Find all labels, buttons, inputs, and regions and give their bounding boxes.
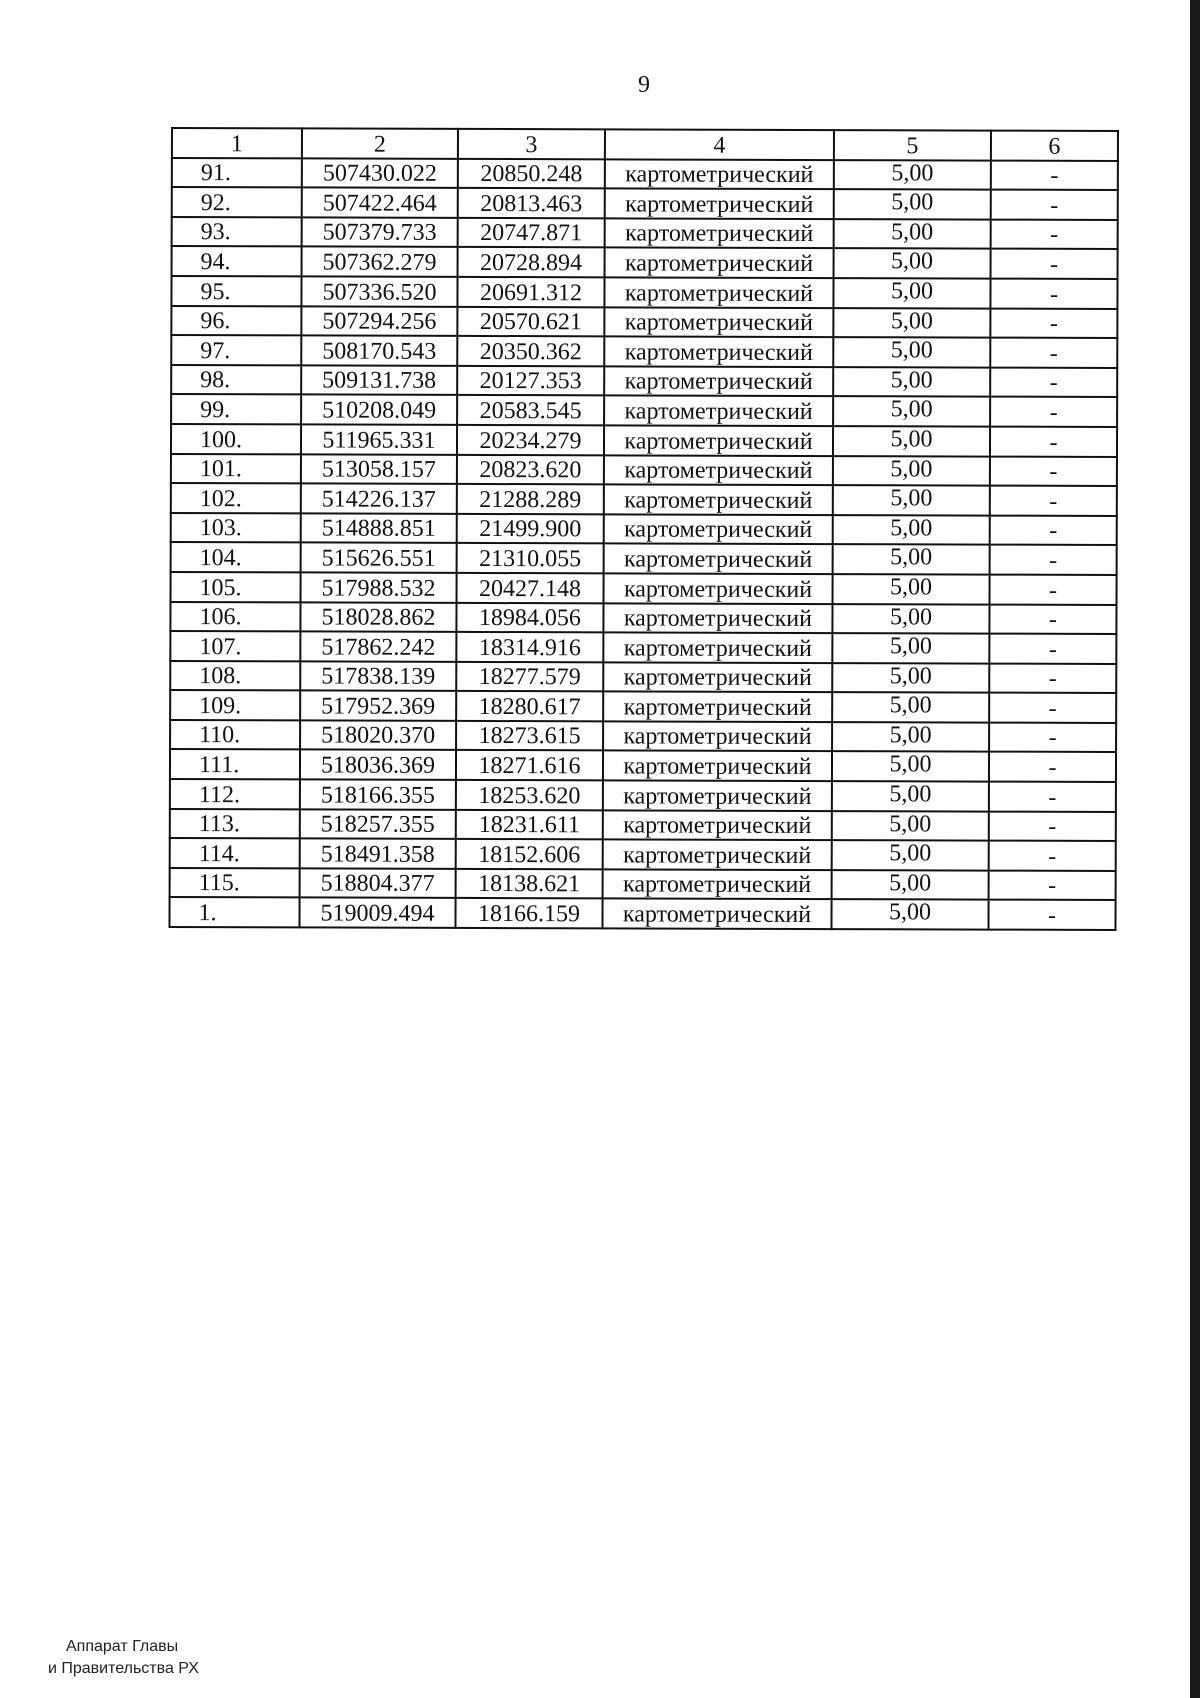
point-number-cell: 107.	[170, 631, 300, 661]
method-cell: картометрический	[604, 307, 833, 337]
y-coordinate-cell: 20813.463	[458, 188, 605, 218]
point-number-cell: 110.	[170, 720, 300, 750]
accuracy-cell: 5,00	[833, 574, 990, 604]
table-row	[172, 217, 1118, 250]
y-coordinate-cell: 20583.545	[457, 395, 604, 425]
note-cell: -	[990, 279, 1117, 309]
note-cell: -	[989, 841, 1116, 871]
point-number-cell: 112.	[170, 779, 300, 809]
point-number-cell: 101.	[171, 454, 301, 484]
accuracy-cell: 5,00	[832, 663, 989, 693]
method-cell: картометрический	[605, 189, 834, 219]
note-cell: -	[989, 663, 1116, 693]
note-cell: -	[989, 634, 1116, 664]
x-coordinate-cell: 509131.738	[301, 365, 457, 395]
accuracy-cell: 5,00	[831, 900, 988, 930]
method-cell: картометрический	[603, 721, 832, 751]
note-cell: -	[990, 427, 1117, 457]
table-row	[171, 572, 1117, 605]
x-coordinate-cell: 510208.049	[301, 395, 457, 425]
table-row	[170, 749, 1116, 782]
y-coordinate-cell: 18152.606	[456, 839, 603, 869]
point-number-cell: 100.	[171, 424, 301, 454]
accuracy-cell: 5,00	[834, 160, 991, 190]
accuracy-cell: 5,00	[833, 278, 990, 308]
point-number-cell: 108.	[170, 661, 300, 691]
method-cell: картометрический	[604, 337, 833, 367]
y-coordinate-cell: 21499.900	[457, 514, 604, 544]
method-cell: картометрический	[603, 632, 832, 662]
method-cell: картометрический	[603, 840, 832, 870]
point-number-cell: 105.	[171, 572, 301, 602]
point-number-cell: 106.	[170, 602, 300, 632]
table-row	[171, 365, 1117, 398]
accuracy-cell: 5,00	[832, 752, 989, 782]
method-cell: картометрический	[604, 544, 833, 574]
point-number-cell: 93.	[172, 217, 302, 247]
y-coordinate-cell: 20350.362	[457, 336, 604, 366]
x-coordinate-cell: 511965.331	[301, 424, 457, 454]
point-number-cell: 109.	[170, 690, 300, 720]
point-number-cell: 115.	[170, 868, 300, 898]
note-cell: -	[989, 722, 1116, 752]
x-coordinate-cell: 518257.355	[300, 809, 456, 839]
x-coordinate-cell: 518166.355	[300, 779, 456, 809]
method-cell: картометрический	[605, 218, 834, 248]
y-coordinate-cell: 18166.159	[455, 898, 602, 928]
header-cell: 3	[458, 129, 605, 159]
accuracy-cell: 5,00	[833, 544, 990, 574]
y-coordinate-cell: 18138.621	[456, 869, 603, 899]
note-cell: -	[989, 782, 1116, 812]
accuracy-cell: 5,00	[833, 515, 990, 545]
footer-stamp-line1: Аппарат Главы	[66, 1638, 179, 1655]
table-row	[171, 276, 1117, 309]
x-coordinate-cell: 507379.733	[302, 217, 458, 247]
y-coordinate-cell: 18273.615	[456, 721, 603, 751]
accuracy-cell: 5,00	[832, 840, 989, 870]
header-cell: 1	[172, 128, 302, 158]
x-coordinate-cell: 518804.377	[300, 868, 456, 898]
point-number-cell: 102.	[171, 483, 301, 513]
point-number-cell: 98.	[171, 365, 301, 395]
note-cell: -	[989, 604, 1116, 634]
accuracy-cell: 5,00	[832, 811, 989, 841]
x-coordinate-cell: 508170.543	[301, 336, 457, 366]
note-cell: -	[990, 338, 1117, 368]
method-cell: картометрический	[603, 692, 832, 722]
x-coordinate-cell: 514888.851	[301, 513, 457, 543]
x-coordinate-cell: 514226.137	[301, 484, 457, 514]
method-cell: картометрический	[603, 810, 832, 840]
x-coordinate-cell: 517952.369	[300, 691, 456, 721]
method-cell: картометрический	[605, 248, 834, 278]
note-cell: -	[991, 160, 1118, 190]
x-coordinate-cell: 507362.279	[302, 247, 458, 277]
y-coordinate-cell: 18231.611	[456, 810, 603, 840]
accuracy-cell: 5,00	[833, 396, 990, 426]
method-cell: картометрический	[604, 396, 833, 426]
method-cell: картометрический	[605, 159, 834, 189]
note-cell: -	[991, 190, 1118, 220]
note-cell: -	[989, 693, 1116, 723]
accuracy-cell: 5,00	[833, 485, 990, 515]
coordinates-table	[168, 127, 1119, 931]
table-row	[170, 720, 1116, 753]
point-number-cell: 103.	[171, 513, 301, 543]
table-body	[169, 158, 1117, 930]
note-cell: -	[990, 574, 1117, 604]
table-row	[171, 394, 1117, 427]
header-cell: 2	[302, 128, 458, 158]
y-coordinate-cell: 18271.616	[456, 750, 603, 780]
method-cell: картометрический	[603, 751, 832, 781]
point-number-cell: 1.	[169, 897, 299, 927]
point-number-cell: 94.	[172, 246, 302, 276]
table-row	[172, 246, 1118, 279]
footer-stamp	[48, 1636, 199, 1680]
point-number-cell: 92.	[172, 187, 302, 217]
x-coordinate-cell: 517988.532	[301, 572, 457, 602]
table-row	[171, 306, 1117, 339]
table-row	[171, 513, 1117, 546]
table-row	[170, 838, 1116, 871]
table-row	[172, 158, 1118, 191]
x-coordinate-cell: 518028.862	[300, 602, 456, 632]
x-coordinate-cell: 518036.369	[300, 750, 456, 780]
y-coordinate-cell: 20427.148	[457, 573, 604, 603]
note-cell: -	[991, 249, 1118, 279]
table-row	[170, 779, 1116, 812]
accuracy-cell: 5,00	[834, 189, 991, 219]
x-coordinate-cell: 517862.242	[300, 632, 456, 662]
point-number-cell: 111.	[170, 749, 300, 779]
y-coordinate-cell: 20127.353	[457, 366, 604, 396]
x-coordinate-cell: 519009.494	[299, 898, 455, 928]
method-cell: картометрический	[604, 425, 833, 455]
x-coordinate-cell: 515626.551	[301, 543, 457, 573]
accuracy-cell: 5,00	[832, 604, 989, 634]
point-number-cell: 104.	[171, 542, 301, 572]
x-coordinate-cell: 507294.256	[301, 306, 457, 336]
header-cell: 5	[834, 130, 991, 160]
table-row	[172, 187, 1118, 220]
y-coordinate-cell: 18984.056	[456, 602, 603, 632]
accuracy-cell: 5,00	[832, 692, 989, 722]
method-cell: картометрический	[603, 869, 832, 899]
x-coordinate-cell: 507422.464	[302, 188, 458, 218]
note-cell: -	[990, 367, 1117, 397]
table-row	[170, 868, 1116, 901]
point-number-cell: 114.	[170, 838, 300, 868]
accuracy-cell: 5,00	[832, 870, 989, 900]
note-cell: -	[990, 308, 1117, 338]
accuracy-cell: 5,00	[833, 308, 990, 338]
accuracy-cell: 5,00	[833, 337, 990, 367]
y-coordinate-cell: 20234.279	[457, 425, 604, 455]
accuracy-cell: 5,00	[833, 426, 990, 456]
point-number-cell: 95.	[171, 276, 301, 306]
y-coordinate-cell: 18314.916	[456, 632, 603, 662]
method-cell: картометрический	[604, 277, 833, 307]
point-number-cell: 99.	[171, 394, 301, 424]
point-number-cell: 96.	[171, 306, 301, 336]
method-cell: картометрический	[604, 366, 833, 396]
table-header-row	[172, 128, 1118, 161]
table-row	[170, 661, 1116, 694]
note-cell: -	[989, 870, 1116, 900]
footer-stamp-line2: и Правительства РХ	[48, 1660, 199, 1677]
y-coordinate-cell: 20823.620	[457, 454, 604, 484]
coordinates-table-container	[168, 127, 1117, 931]
y-coordinate-cell: 21288.289	[457, 484, 604, 514]
method-cell: картометрический	[604, 484, 833, 514]
header-cell: 4	[605, 129, 834, 159]
x-coordinate-cell: 513058.157	[301, 454, 457, 484]
accuracy-cell: 5,00	[832, 633, 989, 663]
note-cell: -	[989, 811, 1116, 841]
header-cell: 6	[991, 131, 1118, 161]
accuracy-cell: 5,00	[834, 248, 991, 278]
accuracy-cell: 5,00	[833, 367, 990, 397]
note-cell: -	[990, 545, 1117, 575]
accuracy-cell: 5,00	[833, 456, 990, 486]
note-cell: -	[990, 456, 1117, 486]
x-coordinate-cell: 518020.370	[300, 720, 456, 750]
table-row	[170, 631, 1116, 664]
accuracy-cell: 5,00	[832, 722, 989, 752]
table-row	[170, 690, 1116, 723]
method-cell: картометрический	[603, 603, 832, 633]
point-number-cell: 113.	[170, 809, 300, 839]
y-coordinate-cell: 20728.894	[458, 247, 605, 277]
note-cell: -	[991, 219, 1118, 249]
method-cell: картометрический	[603, 780, 832, 810]
y-coordinate-cell: 18277.579	[456, 662, 603, 692]
y-coordinate-cell: 20691.312	[457, 277, 604, 307]
note-cell: -	[989, 752, 1116, 782]
method-cell: картометрический	[602, 899, 831, 929]
y-coordinate-cell: 20850.248	[458, 158, 605, 188]
x-coordinate-cell: 507430.022	[302, 158, 458, 188]
note-cell: -	[990, 486, 1117, 516]
y-coordinate-cell: 21310.055	[457, 543, 604, 573]
table-row	[171, 483, 1117, 516]
y-coordinate-cell: 20747.871	[458, 218, 605, 248]
note-cell: -	[990, 397, 1117, 427]
table-row	[171, 542, 1117, 575]
method-cell: картометрический	[603, 662, 832, 692]
accuracy-cell: 5,00	[832, 781, 989, 811]
page-number: 9	[638, 72, 650, 98]
table-row	[169, 897, 1115, 930]
x-coordinate-cell: 518491.358	[300, 839, 456, 869]
method-cell: картометрический	[604, 514, 833, 544]
y-coordinate-cell: 18253.620	[456, 780, 603, 810]
note-cell: -	[988, 900, 1115, 930]
method-cell: картометрический	[604, 573, 833, 603]
accuracy-cell: 5,00	[834, 219, 991, 249]
table-row	[170, 602, 1116, 635]
table-row	[171, 335, 1117, 368]
point-number-cell: 97.	[171, 335, 301, 365]
table-row	[171, 424, 1117, 457]
x-coordinate-cell: 517838.139	[300, 661, 456, 691]
x-coordinate-cell: 507336.520	[301, 276, 457, 306]
table-row	[171, 454, 1117, 487]
page-edge-border	[1190, 0, 1200, 1698]
method-cell: картометрический	[604, 455, 833, 485]
y-coordinate-cell: 18280.617	[456, 691, 603, 721]
point-number-cell: 91.	[172, 158, 302, 188]
y-coordinate-cell: 20570.621	[457, 306, 604, 336]
note-cell: -	[990, 515, 1117, 545]
table-row	[170, 809, 1116, 842]
